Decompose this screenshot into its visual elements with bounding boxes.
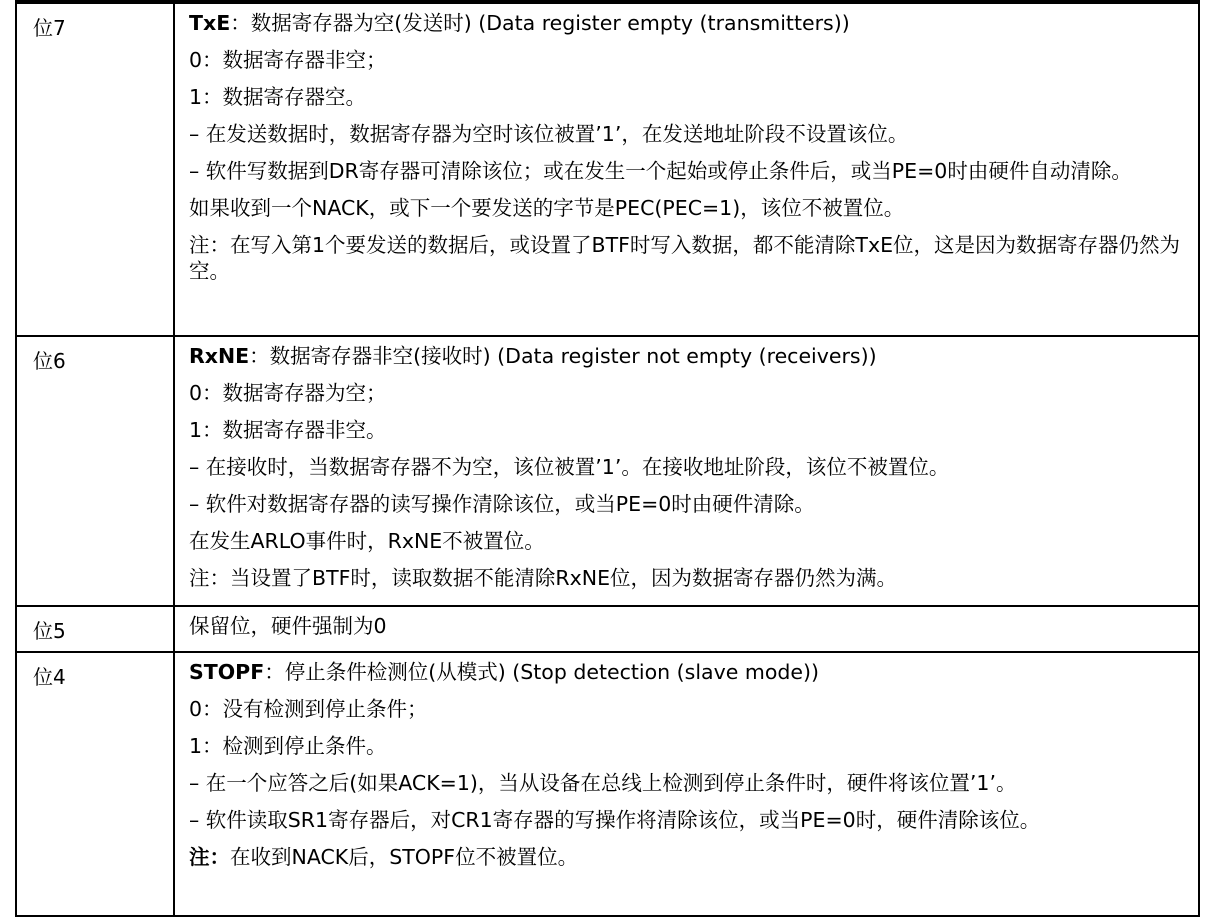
- field-name: STOPF: [189, 660, 265, 684]
- description-line: – 软件写数据到DR寄存器可清除该位；或在发生一个起始或停止条件后，或当PE=0时由硬件自动清除。: [189, 159, 1132, 183]
- field-caption: ：数据寄存器为空(发送时) (Data register empty (transmitters)): [230, 11, 850, 35]
- field-caption: ：停止条件检测位(从模式) (Stop detection (slave mode)): [264, 660, 820, 684]
- description-line: 1：数据寄存器空。: [189, 85, 367, 109]
- description-line: 1：数据寄存器非空。: [189, 418, 387, 442]
- field-title: [189, 343, 1188, 369]
- description-line: 注：在写入第1个要发送的数据后，或设置了BTF时写入数据，都不能清除TxE位，这是因为数据寄存器仍然为空。: [189, 233, 1181, 283]
- bit-label: 位4: [16, 652, 174, 916]
- bit-description: [174, 606, 1199, 652]
- field-name: RxNE: [189, 344, 250, 368]
- description-line: 如果收到一个NACK，或下一个要发送的字节是PEC(PEC=1)，该位不被置位。: [189, 196, 905, 220]
- description-line: 在发生ARLO事件时，RxNE不被置位。: [189, 529, 545, 553]
- bit-label: 位6: [16, 336, 174, 606]
- table-row-bit6: [16, 336, 1199, 606]
- register-bit-table: [15, 2, 1200, 917]
- description-line: 0：数据寄存器为空；: [189, 381, 387, 405]
- description-line: – 软件对数据寄存器的读写操作清除该位，或当PE=0时由硬件清除。: [189, 492, 815, 516]
- description-line: 保留位，硬件强制为0: [189, 614, 387, 638]
- field-name: TxE: [189, 11, 231, 35]
- bit-label: 位5: [16, 606, 174, 652]
- description-line: 0：数据寄存器非空；: [189, 48, 387, 72]
- description-line: – 软件读取SR1寄存器后，对CR1寄存器的写操作将清除该位，或当PE=0时，硬件清除该位。: [189, 808, 1041, 832]
- bit-description: [174, 652, 1199, 916]
- note-line: [189, 844, 1188, 870]
- note-text: 在收到NACK后，STOPF位不被置位。: [230, 845, 579, 869]
- description-line: 1：检测到停止条件。: [189, 734, 387, 758]
- description-line: 0：没有检测到停止条件；: [189, 697, 428, 721]
- bit-label: 位7: [16, 3, 174, 336]
- table-row-bit5: [16, 606, 1199, 652]
- field-title: [189, 10, 1188, 36]
- field-title: [189, 659, 1188, 685]
- description-line: – 在接收时，当数据寄存器不为空，该位被置’1’。在接收地址阶段，该位不被置位。: [189, 455, 950, 479]
- description-line: – 在一个应答之后(如果ACK=1)，当从设备在总线上检测到停止条件时，硬件将该位置’1’。: [189, 771, 1017, 795]
- description-line: 注：当设置了BTF时，读取数据不能清除RxNE位，因为数据寄存器仍然为满。: [189, 566, 898, 590]
- bit-description: [174, 336, 1199, 606]
- field-caption: ：数据寄存器非空(接收时) (Data register not empty (receivers)): [249, 344, 877, 368]
- table-row-bit7: [16, 3, 1199, 336]
- table-row-bit4: [16, 652, 1199, 916]
- bit-description: [174, 3, 1199, 336]
- note-label: 注：: [189, 845, 230, 869]
- description-line: – 在发送数据时，数据寄存器为空时该位被置’1’，在发送地址阶段不设置该位。: [189, 122, 909, 146]
